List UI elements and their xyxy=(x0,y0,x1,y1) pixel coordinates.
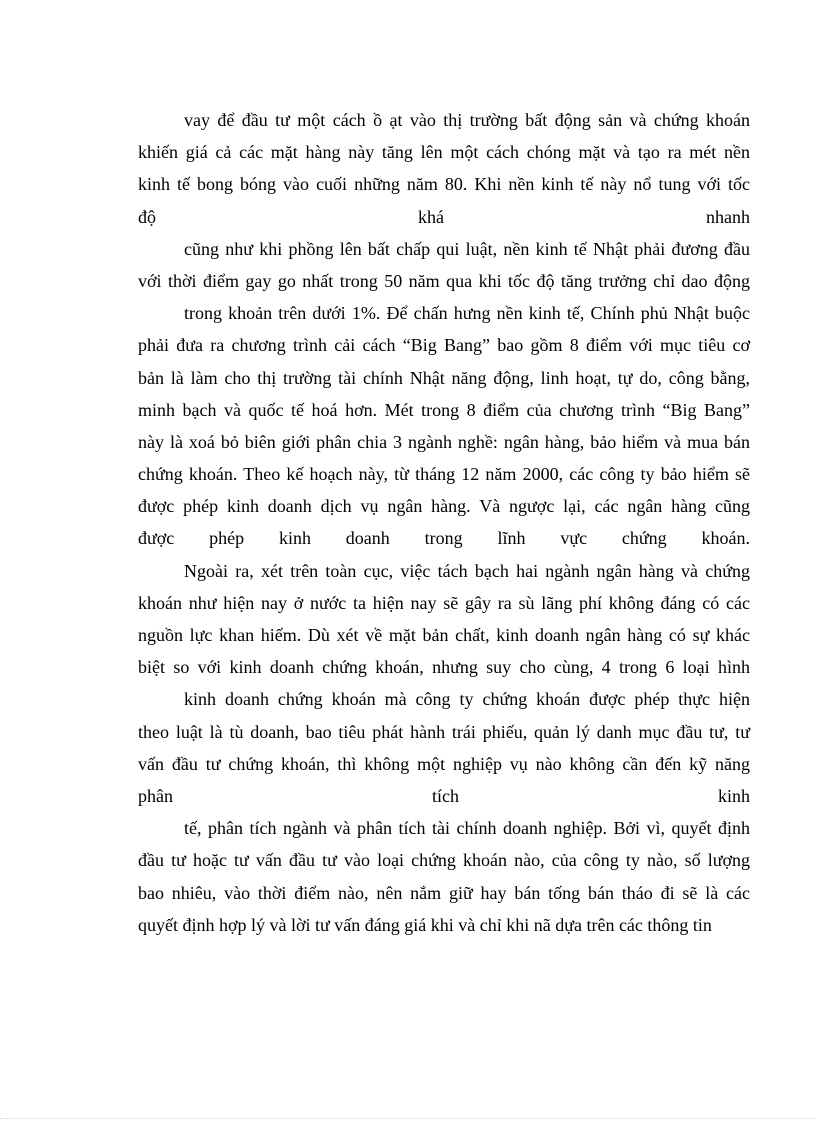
text-line: này là xoá bỏ biên giới phân chia 3 ngành nghề: ngân hàng, bảo hiểm và mua bán xyxy=(138,431,750,452)
text-line: minh bạch và quốc tế hoá hơn. Mét trong 8 điểm của chương trình “Big Bang” xyxy=(138,399,750,420)
text-line: quyết định hợp lý và lời tư vấn đáng giá khi và chỉ khi nã dựa trên các thông tin xyxy=(138,914,712,935)
text-line: được phép kinh doanh dịch vụ ngân hàng. Và ngược lại, các ngân hàng cũng xyxy=(138,496,750,517)
text-line: chứng khoán. Theo kế hoạch này, từ tháng 12 năm 2000, các công ty bảo hiểm sẽ xyxy=(138,464,750,485)
text-line: được phép kinh doanh trong lĩnh vực chứng khoán. xyxy=(138,528,750,549)
text-line: bao nhiêu, vào thời điểm nào, nên nắm giữ hay bán tống bán tháo đi sẽ là các xyxy=(138,882,750,903)
text-line: nguồn lực khan hiếm. Dù xét về mặt bản chất, kinh doanh ngân hàng có sự khác xyxy=(138,625,750,645)
text-line: bản là làm cho thị trường tài chính Nhật năng động, linh hoạt, tự do, công bằng, xyxy=(138,367,750,388)
text-line: Ngoài ra, xét trên toàn cục, việc tách bạch hai ngành ngân hàng và chứng xyxy=(184,560,750,581)
text-line: vay để đầu tư một cách ồ ạt vào thị trường bất động sản và chứng khoán xyxy=(184,110,750,130)
text-line: tế, phân tích ngành và phân tích tài chính doanh nghiệp. Bởi vì, quyết định xyxy=(184,818,750,839)
text-line: đầu tư hoặc tư vấn đầu tư vào loại chứng khoán nào, của công ty nào, số lượng xyxy=(138,850,750,871)
document-body xyxy=(138,104,750,941)
text-line: kinh tế bong bóng vào cuối những năm 80. Khi nền kinh tế này nổ tung với tốc xyxy=(138,174,750,195)
text-line: phân tích kinh xyxy=(138,785,750,806)
text-line: với thời điểm gay go nhất trong 50 năm qua khi tốc độ tăng trưởng chỉ dao động xyxy=(138,270,750,291)
text-line: khoán như hiện nay ở nước ta hiện nay sẽ gây ra sù lãng phí không đáng có các xyxy=(138,592,750,613)
text-line: độ khá nhanh xyxy=(138,206,750,227)
text-line: trong khoản trên dưới 1%. Để chấn hưng nền kinh tế, Chính phủ Nhật buộc xyxy=(184,303,750,324)
text-line: phải đưa ra chương trình cải cách “Big Bang” bao gồm 8 điểm với mục tiêu cơ xyxy=(138,335,750,356)
text-line: cũng như khi phồng lên bất chấp qui luật, nền kinh tế Nhật phải đương đầu xyxy=(184,238,750,259)
text-line: kinh doanh chứng khoán mà công ty chứng khoán được phép thực hiện xyxy=(184,689,750,710)
text-line: theo luật là tù doanh, bao tiêu phát hành trái phiếu, quản lý danh mục đầu tư, tư xyxy=(138,721,750,742)
text-line: khiến giá cả các mặt hàng này tăng lên một cách chóng mặt và tạo ra mét nền xyxy=(138,142,750,163)
text-line: biệt so với kinh doanh chứng khoán, nhưng suy cho cùng, 4 trong 6 loại hình xyxy=(138,657,750,678)
text-line: vấn đầu tư chứng khoán, thì không một nghiệp vụ nào không cần đến kỹ năng xyxy=(138,753,750,774)
page-bottom-divider xyxy=(0,1118,816,1119)
